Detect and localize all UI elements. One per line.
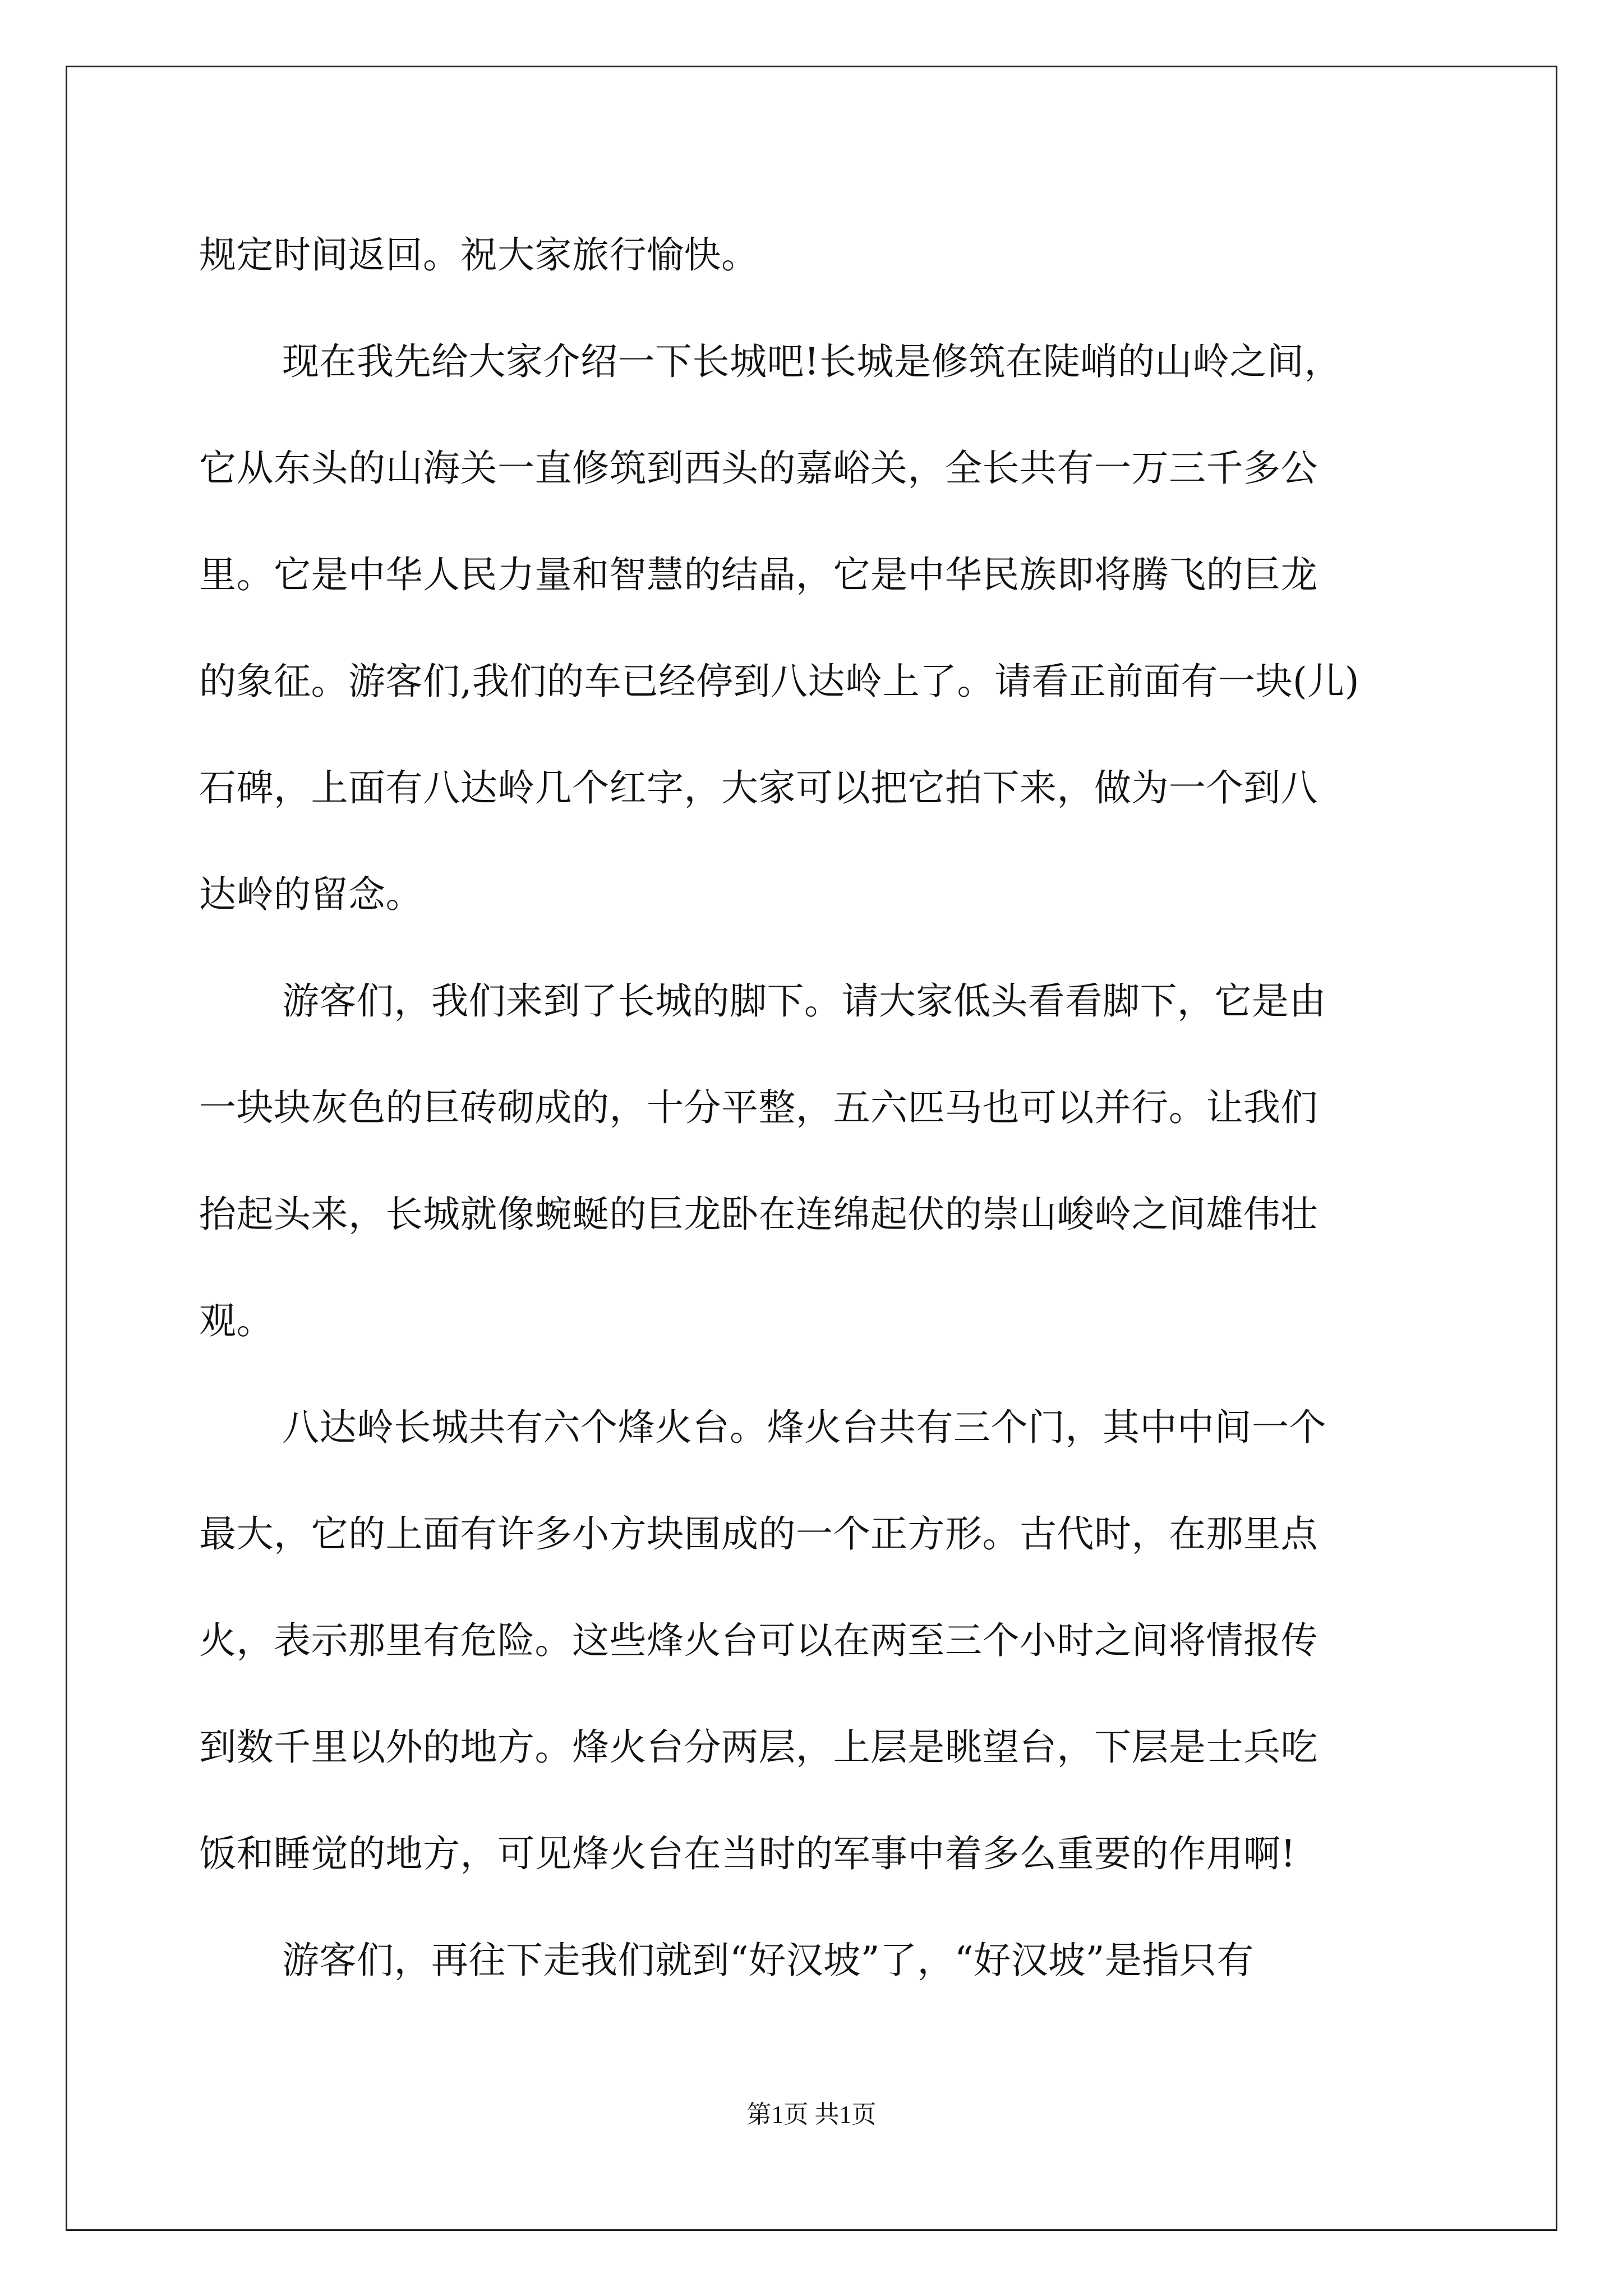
text-line: 最大，它的上面有许多小方块围成的一个正方形。古代时，在那里点 [199, 1512, 1318, 1556]
text-line: 饭和睡觉的地方，可见烽火台在当时的军事中着多么重要的作用啊! [199, 1832, 1296, 1875]
text-line: 八达岭长城共有六个烽火台。烽火台共有三个门，其中中间一个 [282, 1406, 1326, 1449]
text-line: 到数千里以外的地方。烽火台分两层，上层是眺望台，下层是士兵吃 [199, 1726, 1318, 1769]
text-line: 游客们，再往下走我们就到“好汉坡”了，“好汉坡”是指只有 [282, 1939, 1254, 1982]
text-line: 的象征。游客们,我们的车已经停到八达岭上了。请看正前面有一块(儿) [199, 660, 1359, 703]
page-number-footer: 第1页 共1页 [746, 2101, 877, 2128]
text-line: 一块块灰色的巨砖砌成的，十分平整，五六匹马也可以并行。让我们 [199, 1086, 1318, 1129]
text-line: 游客们，我们来到了长城的脚下。请大家低头看看脚下，它是由 [282, 979, 1326, 1023]
text-line: 观。 [199, 1299, 274, 1342]
text-line: 抬起头来，长城就像蜿蜒的巨龙卧在连绵起伏的崇山峻岭之间雄伟壮 [199, 1193, 1318, 1236]
text-line: 石碑，上面有八达岭几个红字，大家可以把它拍下来，做为一个到八 [199, 766, 1318, 809]
text-line: 达岭的留念。 [199, 873, 423, 916]
text-line: 规定时间返回。祝大家旅行愉快。 [199, 233, 759, 277]
text-line: 现在我先给大家介绍一下长城吧!长城是修筑在陡峭的山岭之间， [282, 340, 1342, 383]
document-body [199, 202, 1427, 2014]
text-line: 里。它是中华人民力量和智慧的结晶，它是中华民族即将腾飞的巨龙 [199, 553, 1318, 596]
text-line: 它从东头的山海关一直修筑到西头的嘉峪关，全长共有一万三千多公 [199, 447, 1318, 490]
text-line: 火，表示那里有危险。这些烽火台可以在两至三个小时之间将情报传 [199, 1619, 1318, 1662]
